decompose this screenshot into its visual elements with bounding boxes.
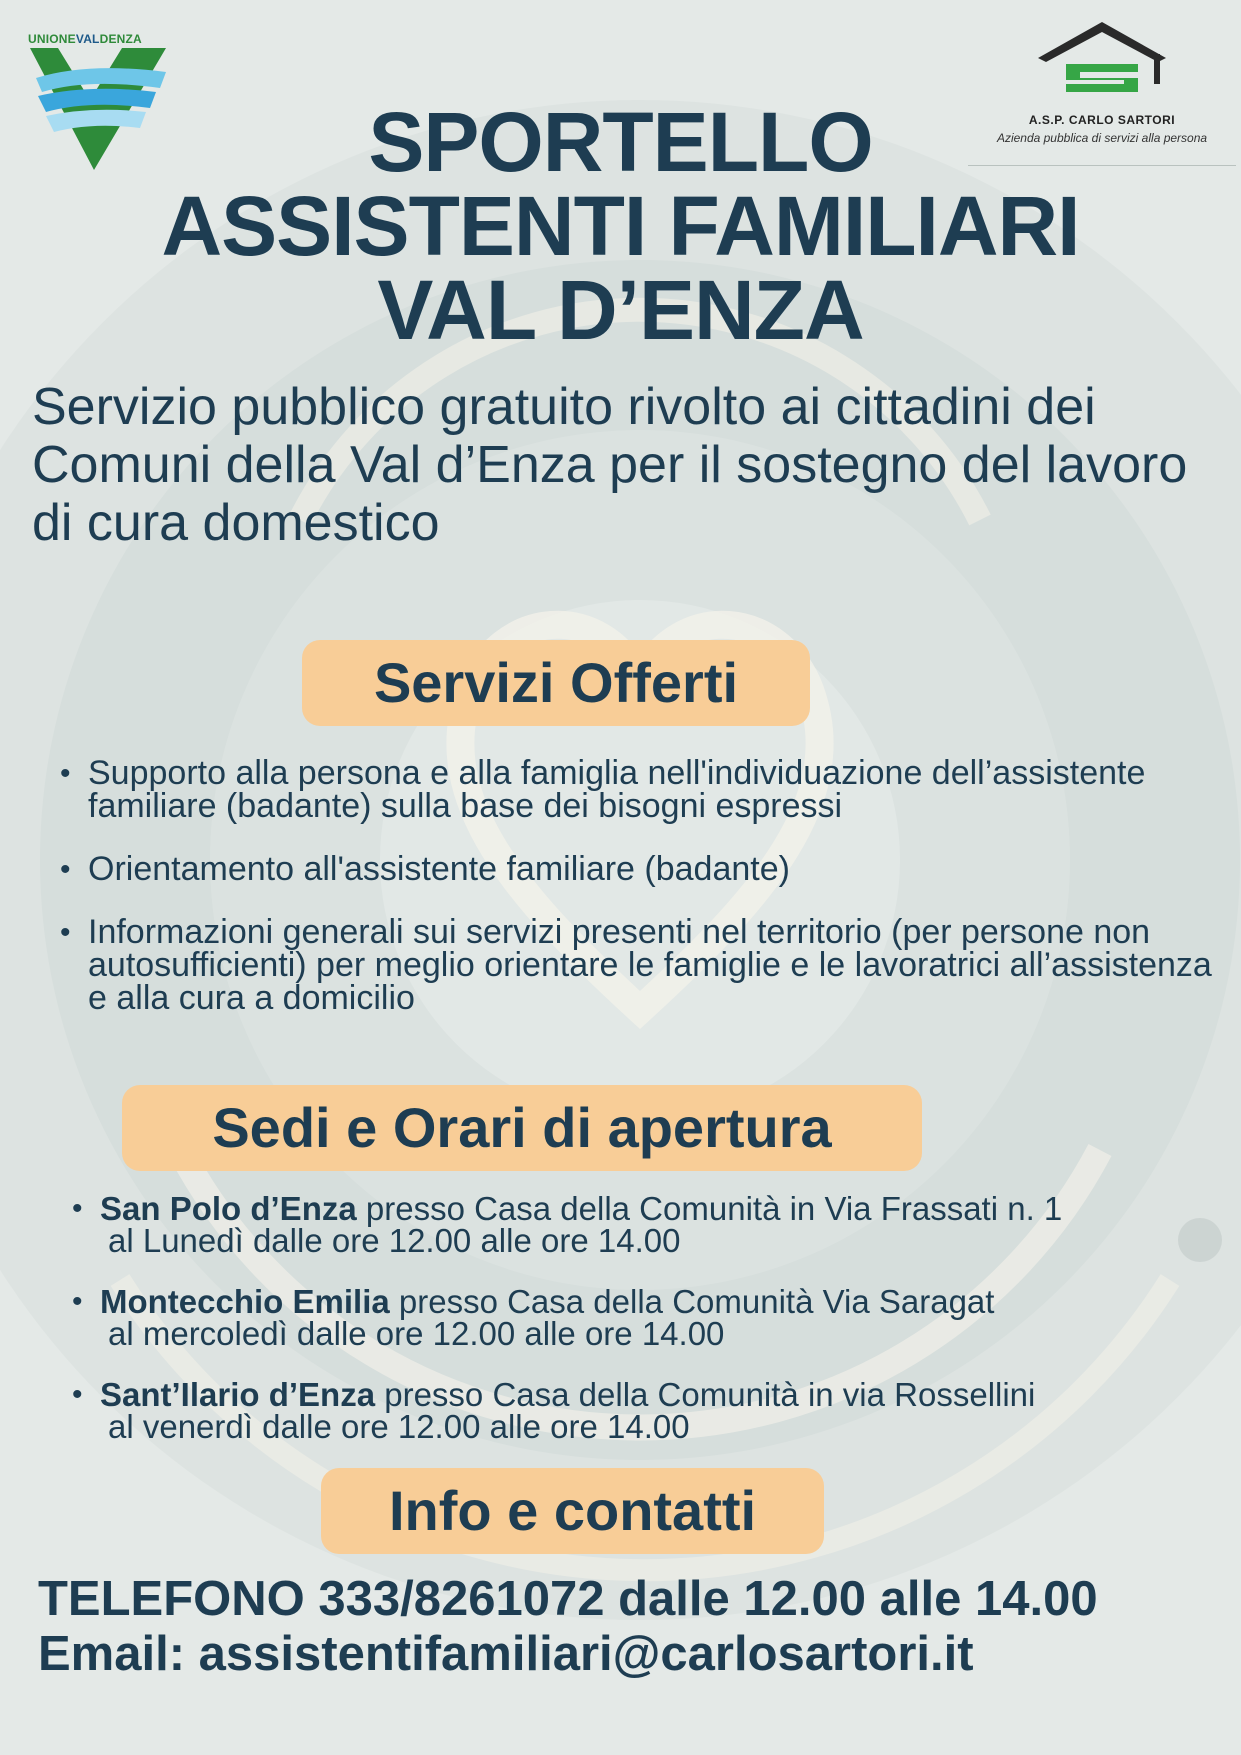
list-item: • Informazioni generali sui servizi presenti nel territorio (per persone non autosufficienti) per meglio orientare le famiglie e le lavoratrici all’assistenza e alla cura a domicilio xyxy=(56,916,1216,1015)
phone-number: TELEFONO 333/8261072 dalle 12.00 alle 14.00 xyxy=(38,1572,1098,1626)
email-address: Email: assistentifamiliari@carlosartori.it xyxy=(38,1627,974,1681)
title-line-3: VAL D’ENZA xyxy=(377,263,864,357)
contacts-block xyxy=(38,1572,1228,1682)
services-list xyxy=(56,754,1216,1045)
title-line-2: ASSISTENTI FAMILIARI xyxy=(161,179,1080,273)
location-address: presso Casa della Comunità in via Rossellini xyxy=(375,1376,1036,1413)
location-hours: al Lunedì dalle ore 12.00 alle ore 14.00 xyxy=(108,1222,681,1259)
location-hours: al mercoledì dalle ore 12.00 alle ore 14.00 xyxy=(108,1315,725,1352)
contacts-heading: Info e contatti xyxy=(321,1468,824,1554)
asp-name: A.S.P. CARLO SARTORI xyxy=(1028,113,1176,127)
unione-logo-label: UNIONEVALDENZA xyxy=(28,32,142,46)
page-title xyxy=(0,95,1241,357)
page-subtitle: Servizio pubblico gratuito rivolto ai cittadini dei Comuni della Val d’Enza per il sostegno del lavoro di cura domestico xyxy=(32,378,1188,552)
title-line-1: SPORTELLO xyxy=(368,95,873,189)
list-item xyxy=(68,1283,1228,1352)
list-item: • Supporto alla persona e alla famiglia nell'individuazione dell’assistente familiare (badante) sulla base dei bisogni espressi xyxy=(56,757,1216,823)
location-hours: al venerdì dalle ore 12.00 alle ore 14.00 xyxy=(108,1408,690,1445)
locations-list xyxy=(68,1190,1228,1472)
location-address: presso Casa della Comunità in Via Frassati n. 1 xyxy=(356,1190,1063,1227)
services-heading: Servizi Offerti xyxy=(302,640,810,726)
asp-tagline: Azienda pubblica di servizi alla persona xyxy=(996,131,1208,145)
location-name: Montecchio Emilia xyxy=(100,1283,390,1320)
locations-heading: Sedi e Orari di apertura xyxy=(122,1085,922,1171)
list-item xyxy=(68,1376,1228,1445)
house-s-icon xyxy=(968,18,1236,108)
list-item: • Orientamento all'assistente familiare (badante) xyxy=(56,853,1216,886)
location-name: Sant’Ilario d’Enza xyxy=(100,1376,376,1413)
location-name: San Polo d’Enza xyxy=(100,1190,357,1227)
location-address: presso Casa della Comunità Via Saragat xyxy=(389,1283,995,1320)
list-item xyxy=(68,1190,1228,1259)
